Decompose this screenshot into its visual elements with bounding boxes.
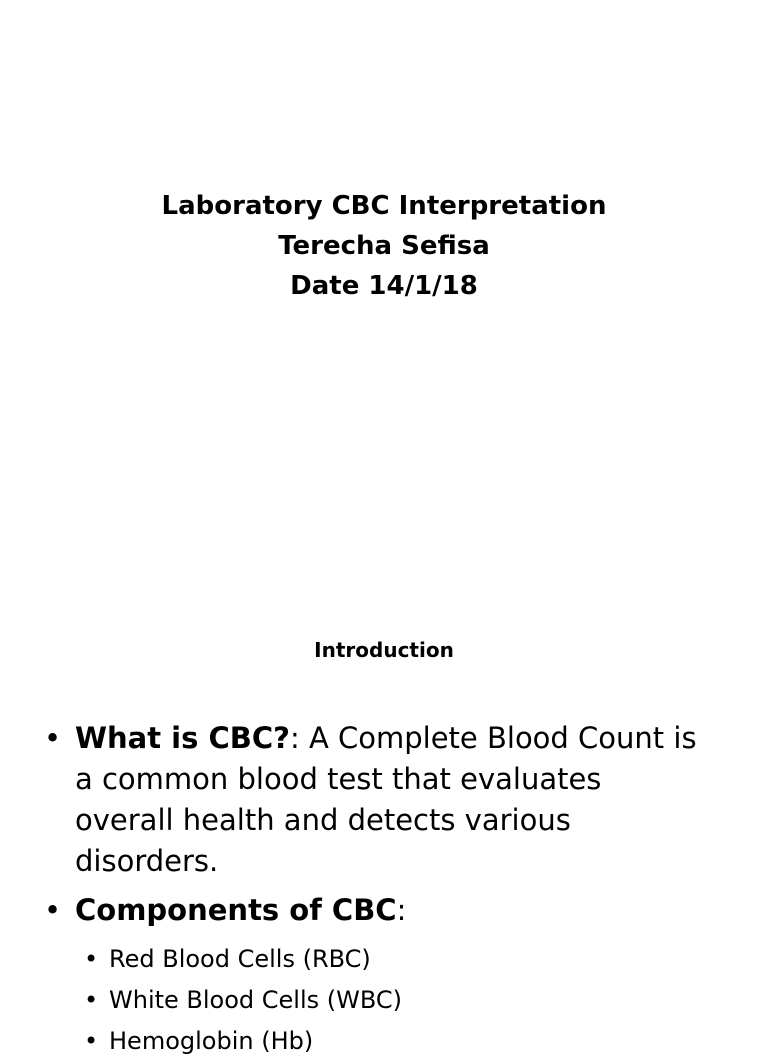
bullet-item-what-is-cbc [0, 718, 768, 882]
bullet-term: Components of CBC [75, 893, 397, 927]
bullet-dot-icon: • [84, 945, 99, 973]
bullet-dot-icon: • [44, 893, 62, 927]
bullet-list [0, 718, 768, 1062]
bullet-item-components [0, 890, 768, 931]
presentation-title: Laboratory CBC Interpretation [161, 191, 607, 221]
bullet-separator: : [396, 893, 407, 927]
presentation-date: Date 14/1/18 [290, 271, 478, 301]
sub-bullet-text: White Blood Cells (WBC) [109, 986, 403, 1014]
sub-bullet-item-wbc [0, 980, 768, 1021]
title-block [0, 186, 768, 306]
sub-bullet-list [0, 939, 768, 1062]
bullet-text: A Complete Blood Count is a common blood test that evaluates overall health and detects various disorders. [75, 721, 697, 878]
bullet-dot-icon: • [84, 1027, 99, 1055]
sub-bullet-item-rbc [0, 939, 768, 980]
bullet-term: What is CBC? [75, 721, 290, 755]
slide-heading: Introduction [314, 638, 454, 662]
sub-bullet-text: Red Blood Cells (RBC) [109, 945, 371, 973]
content-slide [0, 600, 768, 1055]
author-name: Terecha Sefisa [278, 231, 490, 261]
sub-bullet-container [0, 939, 768, 1062]
bullet-separator: : [289, 721, 300, 755]
bullet-dot-icon: • [44, 721, 62, 755]
bullet-dot-icon: • [84, 986, 99, 1014]
sub-bullet-item-hb [0, 1021, 768, 1062]
sub-bullet-text: Hemoglobin (Hb) [109, 1027, 314, 1055]
